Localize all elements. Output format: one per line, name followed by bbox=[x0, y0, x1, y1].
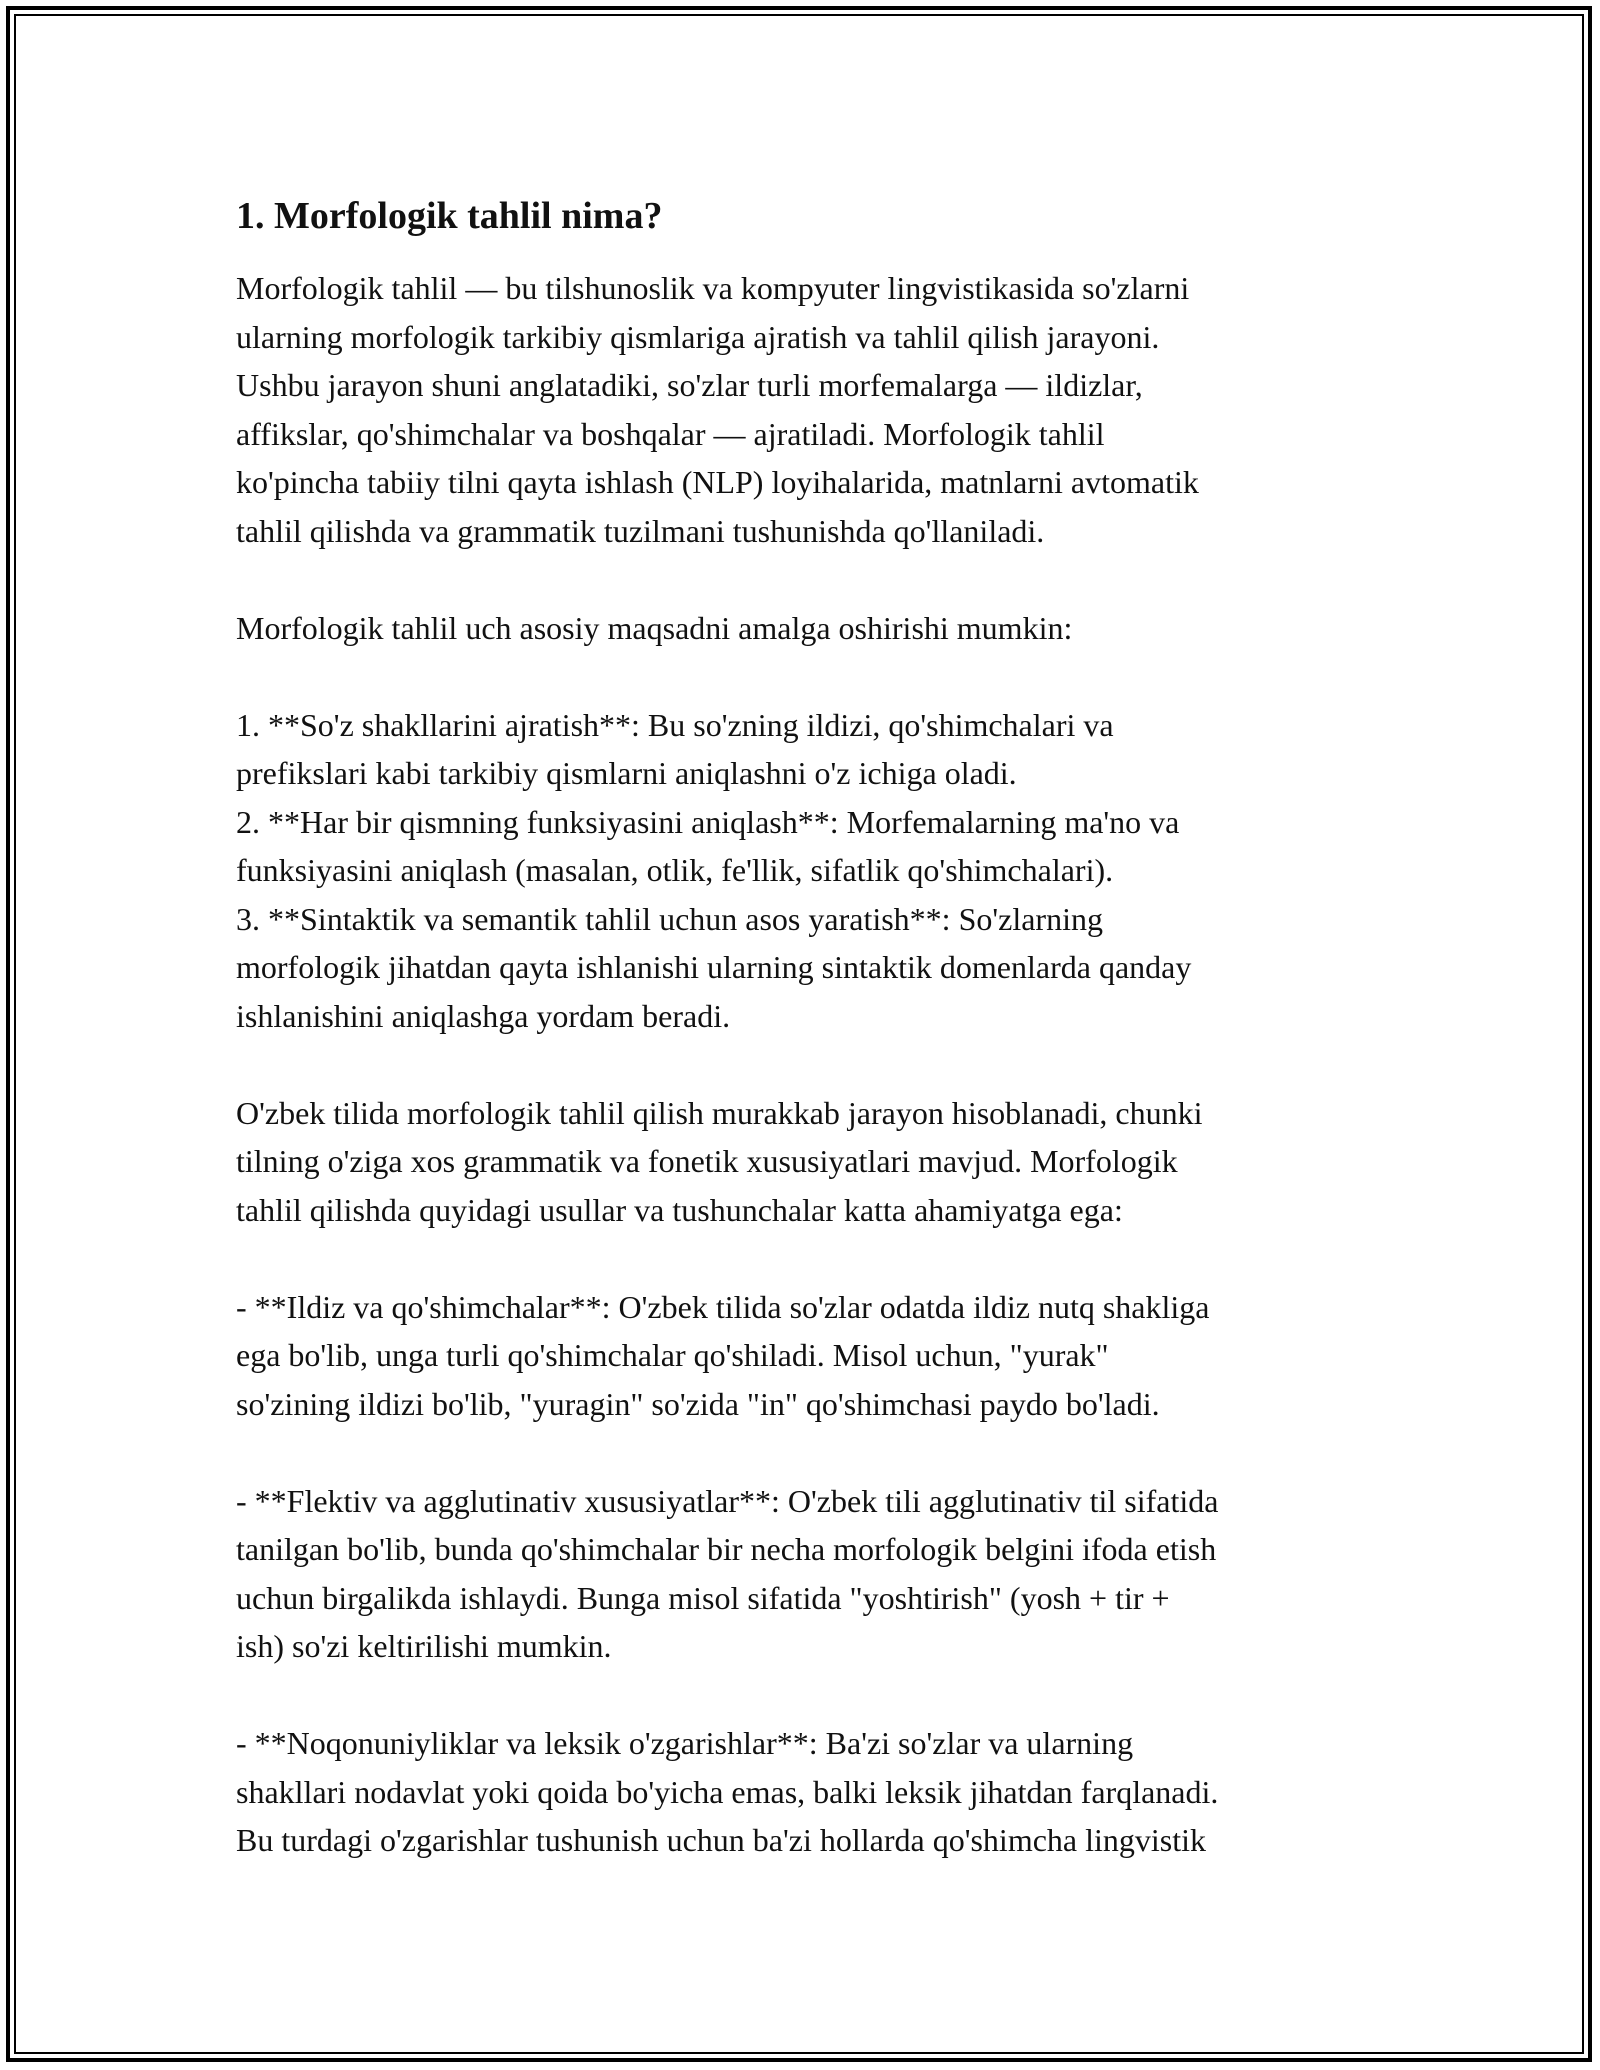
paragraph-gap bbox=[236, 1428, 1386, 1477]
paragraph-gap bbox=[236, 1040, 1386, 1089]
paragraph-uzbek-complexity: O'zbek tilida morfologik tahlil qilish murakkab jarayon hisoblanadi, chunki tilning o'ziga xos grammatik va fonetik xususiyatlari mavjud. Morfologik tahlil qilishda quyidagi usullar va tushunchalar katta ahamiyatga ega: bbox=[236, 1094, 1203, 1228]
paragraph-irregularities: - **Noqonuniyliklar va leksik o'zgarishlar**: Ba'zi so'zlar va ularning shakllari nodavlat yoki qoida bo'yicha emas, balki leksik jihatdan farqlanadi. Bu turdagi o'zgarishlar tushunish uchun ba'zi hollarda qo'shimcha lingvistik bbox=[236, 1725, 1219, 1858]
document-body bbox=[236, 190, 1386, 1865]
paragraph-gap bbox=[236, 555, 1386, 604]
paragraph-gap bbox=[236, 1234, 1386, 1283]
paragraph-goals-lead: Morfologik tahlil uch asosiy maqsadni amalga oshirishi mumkin: bbox=[236, 609, 1073, 646]
paragraph-root-suffix: - **Ildiz va qo'shimchalar**: O'zbek tilida so'zlar odatda ildiz nutq shakliga ega bo'lib, unga turli qo'shimchalar qo'shiladi. Misol uchun, "yurak" so'zining ildizi bo'lib, "yuragin" so'zida "in" qo'shimchasi paydo bo'ladi. bbox=[236, 1288, 1210, 1422]
paragraph-goals-list: 1. **So'z shakllarini ajratish**: Bu so'zning ildizi, qo'shimchalari va prefikslari kabi tarkibiy qismlarni aniqlashni o'z ichiga oladi. 2. **Har bir qismning funksiyasini aniqlash**: Morfemalarning ma'no va funksiyasini aniqlash (masalan, otlik, fe'llik, sifatlik qo'shimchalari). 3. **Sintaktik va semantik tahlil uchun asos yaratish**: So'zlarning morfologik jihatdan qayta ishlanishi ularning sintaktik domenlarda qanday ishlanishini aniqlashga yordam beradi. bbox=[236, 706, 1192, 1034]
paragraph-agglutinative: - **Flektiv va agglutinativ xususiyatlar**: O'zbek tili agglutinativ til sifatida tanilgan bo'lib, bunda qo'shimchalar bir necha morfologik belgini ifoda etish uchun birgalikda ishlaydi. Bunga misol sifatida "yoshtirish" (yosh + tir + ish) so'zi keltirilishi mumkin. bbox=[236, 1482, 1219, 1664]
paragraph-gap bbox=[236, 1671, 1386, 1720]
paragraph-gap bbox=[236, 652, 1386, 701]
section-heading: 1. Morfologik tahlil nima? bbox=[236, 195, 663, 237]
paragraph-intro: Morfologik tahlil — bu tilshunoslik va kompyuter lingvistikasida so'zlarni ularning morfologik tarkibiy qismlariga ajratish va tahlil qilish jarayoni. Ushbu jarayon shuni anglatadiki, so'zlar turli morfemalarga — ildizlar, affikslar, qo'shimchalar va boshqalar — ajratiladi. Morfologik tahlil ko'pincha tabiiy tilni qayta ishlash (NLP) loyihalarida, matnlarni avtomatik tahlil qilishda va grammatik tuzilmani tushunishda qo'llaniladi. bbox=[236, 270, 1199, 549]
